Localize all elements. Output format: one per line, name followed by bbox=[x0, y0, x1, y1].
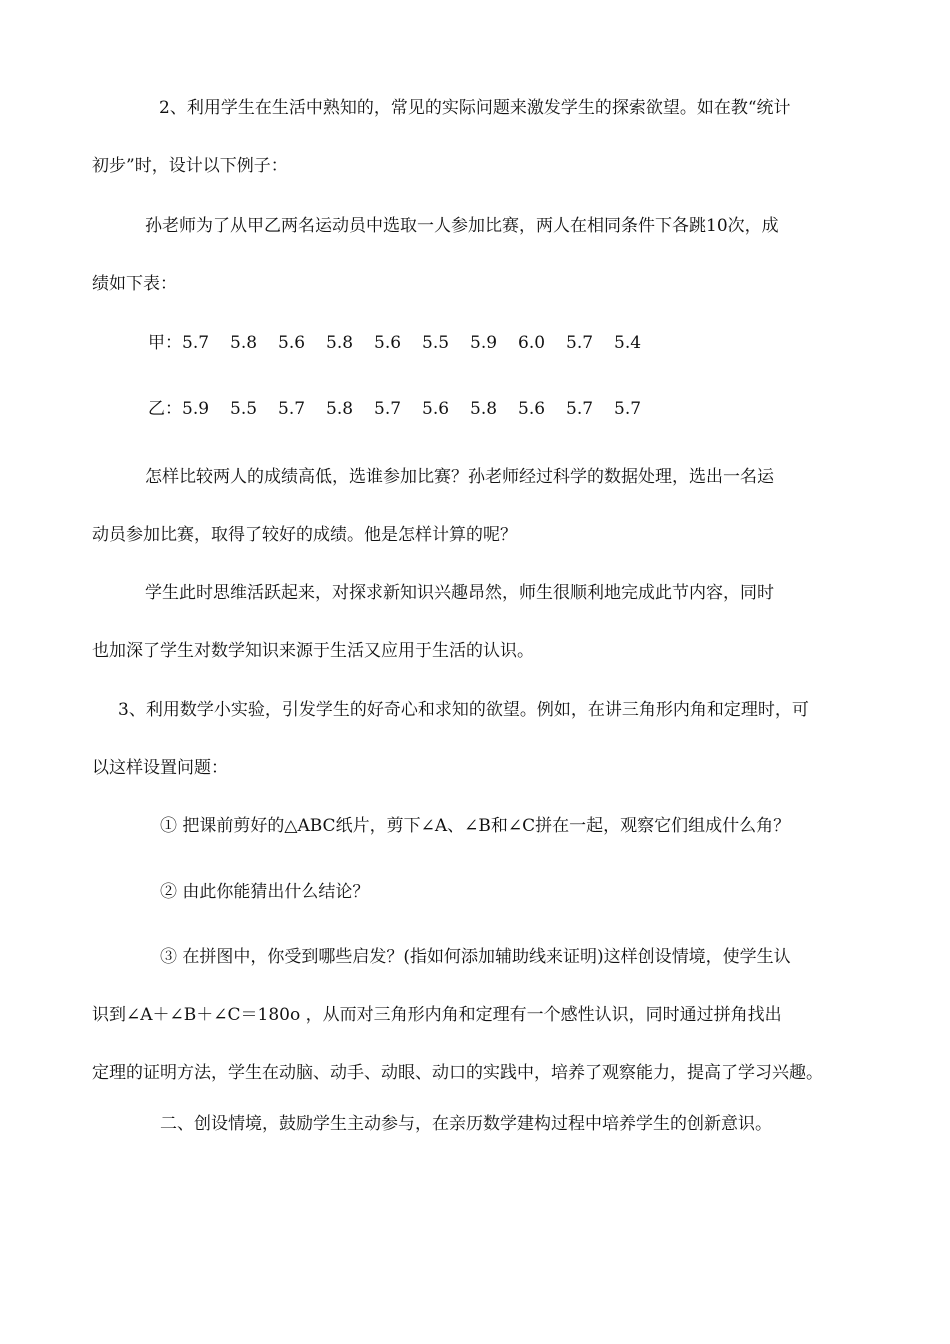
question-paragraph-line-2: 动员参加比赛，取得了较好的成绩。他是怎样计算的呢？ bbox=[92, 525, 517, 545]
yi-label: 乙： bbox=[148, 399, 182, 419]
result-paragraph-line-2: 也加深了学生对数学知识来源于生活又应用于生活的认识。 bbox=[92, 641, 534, 661]
jia-score: 5.6 bbox=[374, 333, 402, 353]
question-paragraph-line-1: 怎样比较两人的成绩高低，选谁参加比赛？孙老师经过科学的数据处理，选出一名运 bbox=[145, 467, 774, 487]
step-3-line-1: ③ 在拼图中，你受到哪些启发？(指如何添加辅助线来证明)这样创设情境，使学生认 bbox=[160, 947, 791, 967]
step-2: ② 由此你能猜出什么结论？ bbox=[160, 882, 370, 902]
yi-score: 5.7 bbox=[278, 399, 306, 419]
jia-score: 6.0 bbox=[518, 333, 546, 353]
yi-score: 5.5 bbox=[230, 399, 258, 419]
yi-score: 5.7 bbox=[614, 399, 642, 419]
jia-label: 甲： bbox=[148, 333, 182, 353]
paragraph-3-line-2: 以这样设置问题： bbox=[92, 758, 228, 778]
yi-score: 5.7 bbox=[374, 399, 402, 419]
jia-score: 5.4 bbox=[614, 333, 642, 353]
jia-score: 5.7 bbox=[566, 333, 594, 353]
jia-scores bbox=[182, 331, 662, 355]
yi-score: 5.6 bbox=[422, 399, 450, 419]
yi-score: 5.6 bbox=[518, 399, 546, 419]
section-heading-2: 二、创设情境，鼓励学生主动参与，在亲历数学建构过程中培养学生的创新意识。 bbox=[160, 1114, 772, 1134]
yi-score: 5.7 bbox=[566, 399, 594, 419]
example-intro-line-2: 绩如下表： bbox=[92, 274, 177, 294]
jia-scores-row bbox=[148, 331, 662, 355]
paragraph-2-line-2: 初步”时，设计以下例子： bbox=[92, 156, 288, 176]
paragraph-3-line-1: 3、利用数学小实验，引发学生的好奇心和求知的欲望。例如，在讲三角形内角和定理时，可 bbox=[118, 700, 809, 720]
jia-score: 5.5 bbox=[422, 333, 450, 353]
step-3-line-3: 定理的证明方法，学生在动脑、动手、动眼、动口的实践中，培养了观察能力，提高了学习兴趣。 bbox=[92, 1063, 823, 1083]
yi-scores-row bbox=[148, 397, 662, 421]
step-1: ① 把课前剪好的△ABC纸片，剪下∠A、∠B和∠C拼在一起，观察它们组成什么角？ bbox=[160, 816, 791, 836]
yi-score: 5.8 bbox=[470, 399, 498, 419]
jia-score: 5.8 bbox=[230, 333, 258, 353]
jia-score: 5.7 bbox=[182, 333, 210, 353]
jia-score: 5.9 bbox=[470, 333, 498, 353]
jia-score: 5.6 bbox=[278, 333, 306, 353]
step-3-line-2: 识到∠A＋∠B＋∠C＝180o ，从而对三角形内角和定理有一个感性认识，同时通过拼角找出 bbox=[92, 1005, 782, 1025]
yi-score: 5.8 bbox=[326, 399, 354, 419]
jia-score: 5.8 bbox=[326, 333, 354, 353]
paragraph-2-line-1: 2、利用学生在生活中熟知的，常见的实际问题来激发学生的探索欲望。如在教“统计 bbox=[159, 98, 791, 118]
example-intro-line-1: 孙老师为了从甲乙两名运动员中选取一人参加比赛，两人在相同条件下各跳10次，成 bbox=[145, 216, 779, 236]
result-paragraph-line-1: 学生此时思维活跃起来，对探求新知识兴趣昂然，师生很顺利地完成此节内容，同时 bbox=[145, 583, 774, 603]
yi-score: 5.9 bbox=[182, 399, 210, 419]
yi-scores bbox=[182, 397, 662, 421]
